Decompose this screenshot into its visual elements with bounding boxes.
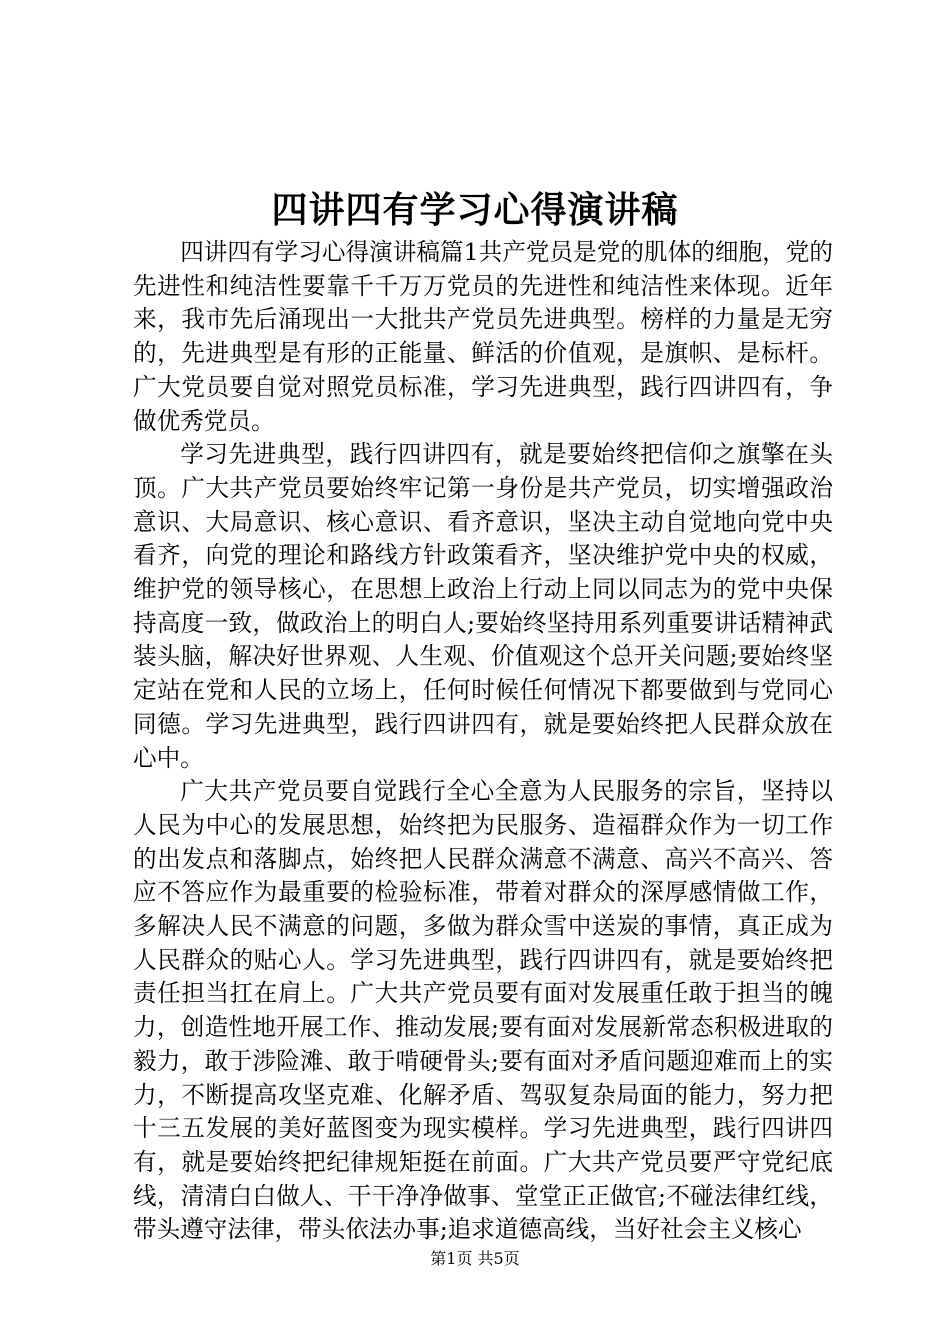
paragraph-2: 学习先进典型，践行四讲四有，就是要始终把信仰之旗擎在头顶。广大共产党员要始终牢记第一身份是共产党员，切实增强政治意识、大局意识、核心意识、看齐意识，坚决主动自觉地向党中央看齐，向党的理论和路线方针政策看齐，坚决维护党中央的权威，维护党的领导核心，在思想上政治上行动上同以同志为的党中央保持高度一致，做政治上的明白人;要始终坚持用系列重要讲话精神武装头脑，解决好世界观、人生观、价值观这个总开关问题;要始终坚定站在党和人民的立场上，任何时候任何情况下都要做到与党同心同德。学习先进典型，践行四讲四有，就是要始终把人民群众放在心中。: [133, 440, 833, 772]
paragraph-1: 四讲四有学习心得演讲稿篇1共产党员是党的肌体的细胞，党的先进性和纯洁性要靠千千万万党员的先进性和纯洁性来体现。近年来，我市先后涌现出一大批共产党员先进典型。榜样的力量是无穷的，先进典型是有形的正能量、鲜活的价值观，是旗帜、是标杆。广大党员要自觉对照党员标准，学习先进典型，践行四讲四有，争做优秀党员。: [133, 238, 833, 435]
document-body: [133, 236, 833, 1247]
page-footer: 第1页 共5页: [430, 1249, 520, 1268]
paragraph-3: 广大共产党员要自觉践行全心全意为人民服务的宗旨，坚持以人民为中心的发展思想，始终把为民服务、造福群众作为一切工作的出发点和落脚点，始终把人民群众满意不满意、高兴不高兴、答应不答应作为最重要的检验标准，带着对群众的深厚感情做工作，多解决人民不满意的问题，多做为群众雪中送炭的事情，真正成为人民群众的贴心人。学习先进典型，践行四讲四有，就是要始终把责任担当扛在肩上。广大共产党员要有面对发展重任敢于担当的魄力，创造性地开展工作、推动发展;要有面对发展新常态积极进取的毅力，敢于涉险滩、敢于啃硬骨头;要有面对矛盾问题迎难而上的实力，不断提高攻坚克难、化解矛盾、驾驭复杂局面的能力，努力把十三五发展的美好蓝图变为现实模样。学习先进典型，践行四讲四有，就是要始终把纪律规矩挺在前面。广大共产党员要严守党纪底线，清清白白做人、干干净净做事、堂堂正正做官;不碰法律红线，带头遵守法律，带头依法办事;追求道德高线，当好社会主义核心: [133, 777, 833, 1244]
document-title: 四讲四有学习心得演讲稿: [271, 189, 679, 231]
